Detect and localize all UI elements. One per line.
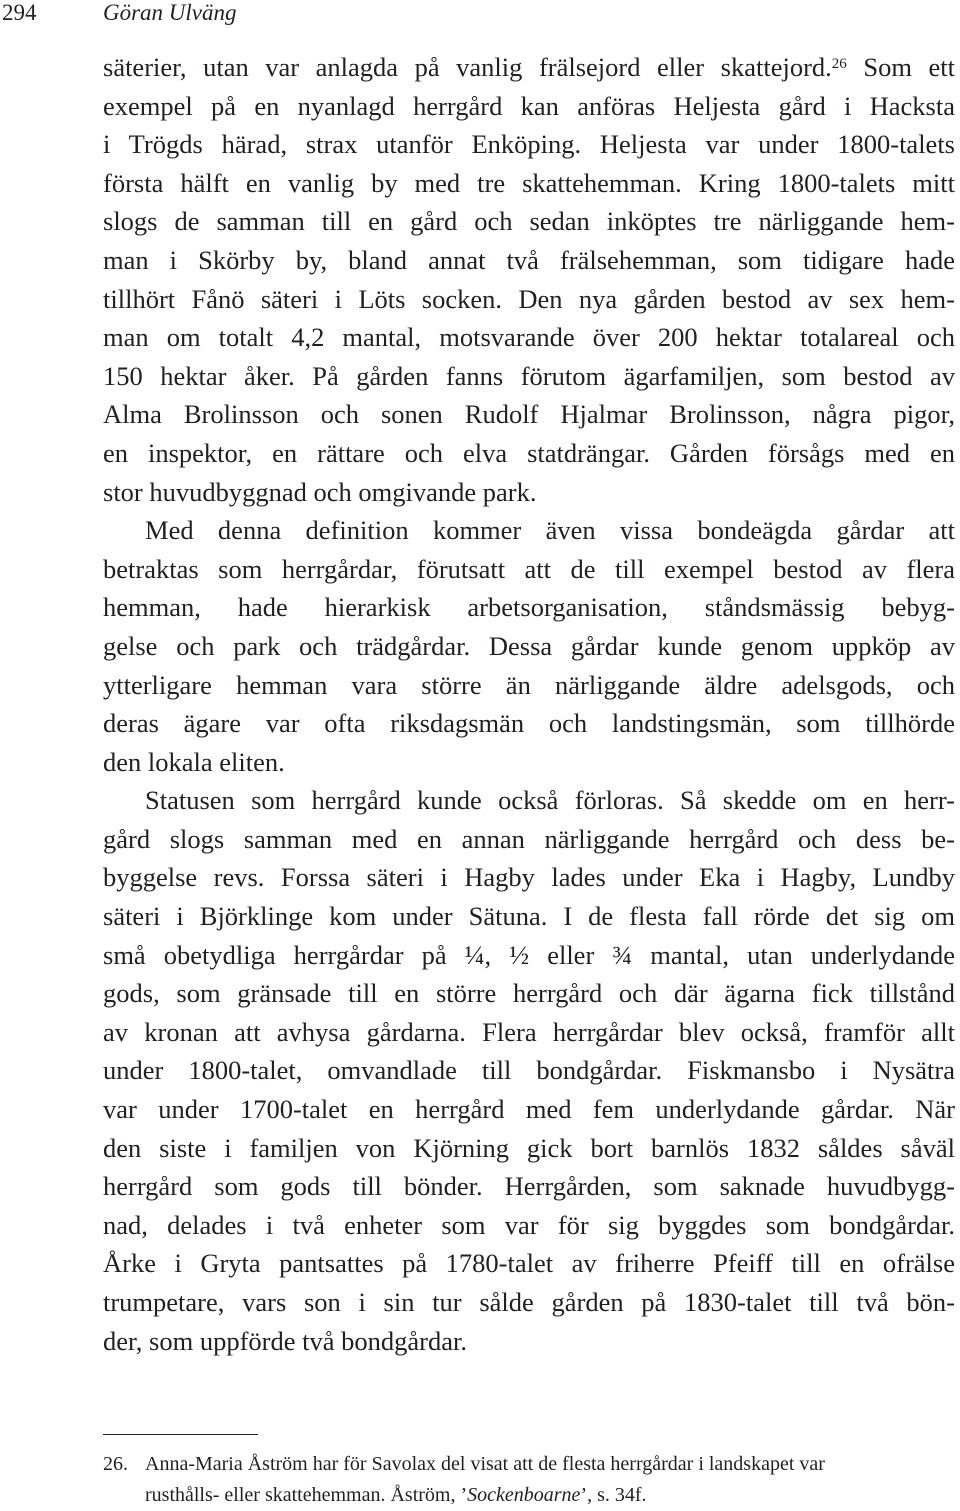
text-line: slogs de samman till en gård och sedan inköptes tre närliggande hem- (103, 206, 955, 237)
text-line: Alma Brolinsson och sonen Rudolf Hjalmar Brolinsson, några pigor, (103, 399, 955, 430)
text-line: der, som uppförde två bondgårdar. (103, 1325, 467, 1356)
text-line: små obetydliga herrgårdar på ¼, ½ eller ¾ mantal, utan underlydande (103, 939, 955, 970)
footnote-reference[interactable]: 26 (831, 56, 847, 72)
text-line: Statusen som herrgård kunde också förloras. Så skedde om en herr- (145, 785, 955, 816)
text-line: av kronan att avhysa gårdarna. Flera herrgårdar blev också, framför allt (103, 1016, 955, 1047)
text-line: herrgård som gods till bönder. Herrgården, som saknade huvudbygg- (103, 1171, 955, 1202)
text-line (103, 48, 955, 87)
footnote-text: ’, s. 34f. (580, 1484, 647, 1506)
text-line: Med denna definition kommer även vissa bondeägda gårdar att (145, 515, 955, 546)
footnote-number: 26. (103, 1453, 128, 1475)
footnote-divider (103, 1434, 258, 1435)
text-line: exempel på en nyanlagd herrgård kan anföras Heljesta gård i Hacksta (103, 90, 955, 121)
text-segment: Som ett (846, 52, 955, 82)
text-line: första hälft en vanlig by med tre skattehemman. Kring 1800-talets mitt (103, 167, 955, 198)
text-segment: säterier, utan var anlagda på vanlig frälsejord eller skattejord. (103, 52, 832, 82)
text-line: betraktas som herrgårdar, förutsatt att de till exempel bestod av flera (103, 553, 955, 584)
text-line: gård slogs samman med en annan närliggande herrgård och dess be- (103, 823, 955, 854)
text-line: man i Skörby by, bland annat två frälsehemman, som tidigare hade (103, 244, 955, 275)
page-number: 294 (2, 0, 37, 25)
footnote-body (145, 1449, 955, 1511)
running-head-author: Göran Ulväng (103, 0, 237, 25)
text-line: trumpetare, vars son i sin tur sålde gården på 1830-talet till två bön- (103, 1287, 955, 1317)
text-line: under 1800-talet, omvandlade till bondgårdar. Fiskmansbo i Nysätra (103, 1055, 955, 1086)
footnote (103, 1449, 955, 1511)
text-line: var under 1700-talet en herrgård med fem underlydande gårdar. När (103, 1094, 955, 1125)
text-line: den siste i familjen von Kjörning gick bort barnlös 1832 såldes såväl (103, 1132, 955, 1163)
text-line: man om totalt 4,2 mantal, motsvarande över 200 hektar totalareal och (103, 322, 955, 353)
footnote-line: Anna-Maria Åström har för Savolax del visat att de flesta herrgårdar i landskapet var (145, 1453, 825, 1475)
text-line: stor huvudbyggnad och omgivande park. (103, 476, 537, 507)
text-line: gelse och park och trädgårdar. Dessa gårdar kunde genom uppköp av (103, 630, 955, 661)
footnote-line (145, 1480, 955, 1511)
text-line: nad, delades i två enheter som var för sig byggdes som bondgårdar. (103, 1209, 955, 1240)
text-line: deras ägare var ofta riksdagsmän och landstingsmän, som tillhörde (103, 708, 955, 739)
text-line: gods, som gränsade till en större herrgård och där ägarna fick tillstånd (103, 978, 955, 1009)
text-line: säteri i Björklinge kom under Sätuna. I de flesta fall rörde det sig om (103, 901, 955, 932)
text-line: 150 hektar åker. På gården fanns förutom ägarfamiljen, som bestod av (103, 360, 955, 391)
footnote-text: rusthålls- eller skattehemman. Åström, ’ (145, 1484, 468, 1506)
text-line: tillhört Fånö säteri i Löts socken. Den nya gården bestod av sex hem- (103, 283, 955, 314)
text-line: byggelse revs. Forssa säteri i Hagby lades under Eka i Hagby, Lundby (103, 862, 955, 893)
text-line: ytterligare hemman vara större än närliggande äldre adelsgods, och (103, 669, 955, 700)
text-line: Årke i Gryta pantsattes på 1780-talet av friherre Pfeiff till en ofrälse (103, 1248, 955, 1279)
text-line: en inspektor, en rättare och elva statdrängar. Gården försågs med en (103, 437, 955, 468)
text-line: den lokala eliten. (103, 746, 285, 777)
text-line: hemman, hade hierarkisk arbetsorganisation, ståndsmässig bebyg- (103, 592, 955, 623)
text-line: i Trögds härad, strax utanför Enköping. Heljesta var under 1800-talets (103, 129, 955, 160)
body-text (103, 48, 955, 1360)
footnote-source-title: Sockenboarne (467, 1484, 581, 1506)
